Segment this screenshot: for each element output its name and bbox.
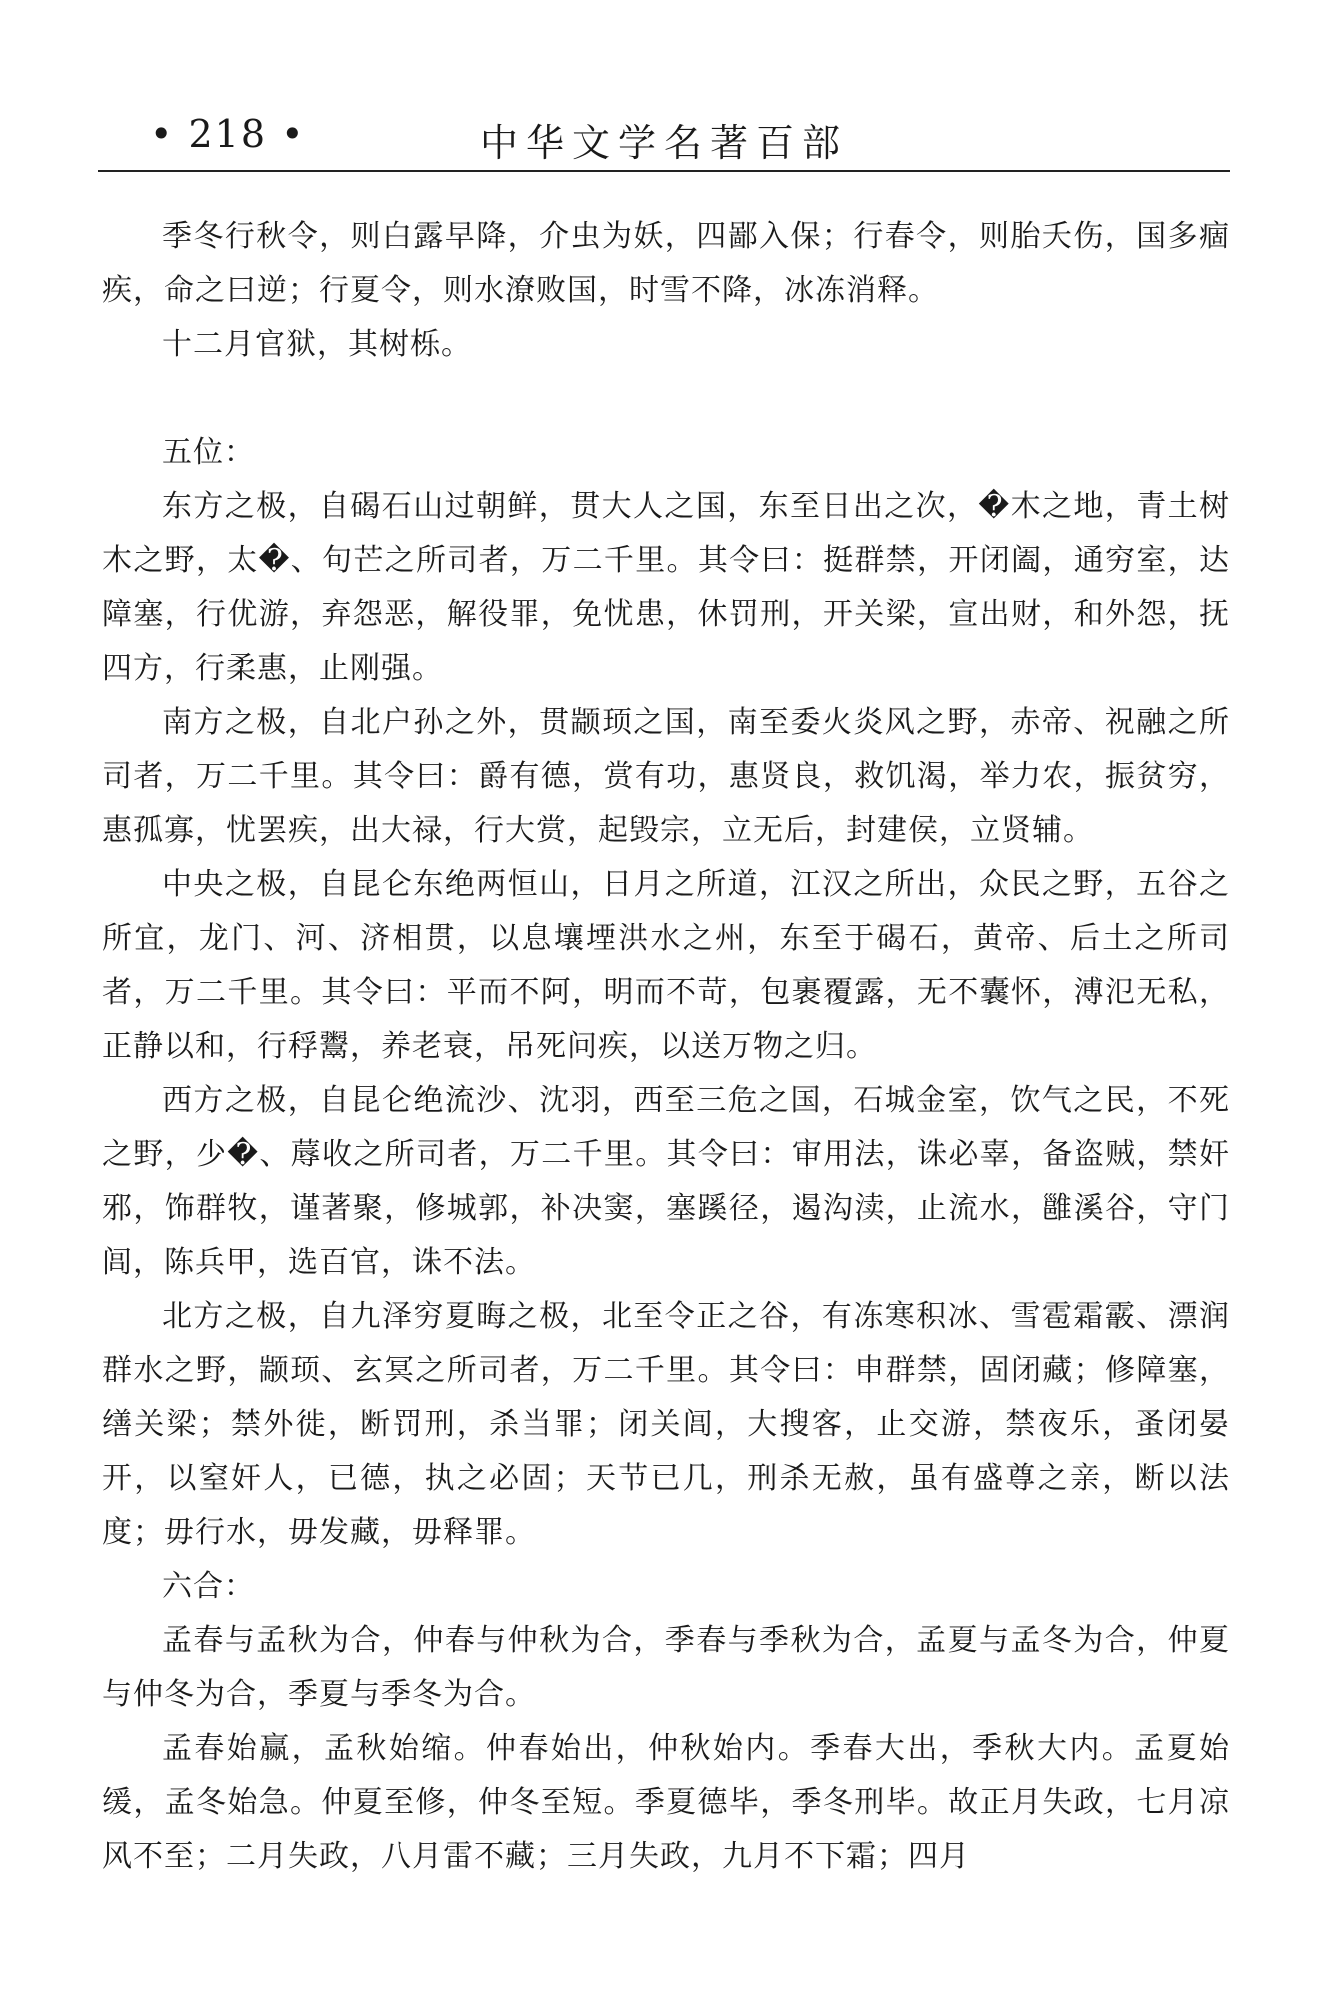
header-divider (98, 170, 1230, 172)
paragraph-liuhe-pairs: 孟春与孟秋为合，仲春与仲秋为合，季春与季秋为合，孟夏与孟冬为合，仲夏与仲冬为合，季夏与季冬为合。 (102, 1623, 1230, 1712)
paragraph-west: 西方之极，自昆仑绝流沙、沈羽，西至三危之国，石城金室，饮气之民，不死之野，少�、蓐收之所司者，万二千里。其令曰：审用法，诛必辜，备盗贼，禁奸邪，饰群牧，谨著聚，修城郭，补决窦，塞蹊径，遏沟渎，止流水，雝溪谷，守门闾，陈兵甲，选百官，诛不法。 (102, 1083, 1230, 1280)
page-header (98, 108, 1230, 168)
paragraph-center: 中央之极，自昆仑东绝两恒山，日月之所道，江汉之所出，众民之野，五谷之所宜，龙门、河、济相贯，以息壤堙洪水之州，东至于碣石，黄帝、后土之所司者，万二千里。其令曰：平而不阿，明而不苛，包裹覆露，无不囊怀，溥氾无私，正静以和，行稃鬻，养老衰，吊死问疾，以送万物之归。 (102, 867, 1230, 1064)
section-heading-wuwei: 五位： (162, 435, 255, 470)
section-spacer (102, 372, 1230, 426)
section-heading-liuhe: 六合： (162, 1569, 255, 1604)
book-title: 中华文学名著百部 (479, 121, 848, 165)
paragraph-east: 东方之极，自碣石山过朝鲜，贯大人之国，东至日出之次，�木之地，青土树木之野，太�、句芒之所司者，万二千里。其令曰：挺群禁，开闭阖，通穷室，达障塞，行优游，弃怨恶，解役罪，免忧患，休罚刑，开关梁，宣出财，和外怨，抚四方，行柔惠，止刚强。 (102, 489, 1230, 686)
paragraph-jidong: 季冬行秋令，则白露早降，介虫为妖，四鄙入保；行春令，则胎夭伤，国多痼疾，命之曰逆；行夏令，则水潦败国，时雪不降，冰冻消释。 (102, 219, 1230, 308)
paragraph-shieryue: 十二月官狱，其树栎。 (162, 327, 472, 362)
paragraph-liuhe-cycle: 孟春始赢，孟秋始缩。仲春始出，仲秋始内。季春大出，季秋大内。孟夏始缓，孟冬始急。仲夏至修，仲冬至短。季夏德毕，季冬刑毕。故正月失政，七月凉风不至；二月失政，八月雷不藏；三月失政，九月不下霜；四月 (102, 1731, 1230, 1874)
page-number: • 218 • (150, 112, 306, 156)
page-body (102, 210, 1230, 1884)
paragraph-south: 南方之极，自北户孙之外，贯颛顼之国，南至委火炎风之野，赤帝、祝融之所司者，万二千里。其令曰：爵有德，赏有功，惠贤良，救饥渴，举力农，振贫穷，惠孤寡，忧罢疾，出大禄，行大赏，起毁宗，立无后，封建侯，立贤辅。 (102, 705, 1230, 848)
paragraph-north: 北方之极，自九泽穷夏晦之极，北至令正之谷，有冻寒积冰、雪雹霜霰、漂润群水之野，颛顼、玄冥之所司者，万二千里。其令曰：申群禁，固闭藏；修障塞，缮关梁；禁外徙，断罚刑，杀当罪；闭关闾，大搜客，止交游，禁夜乐，蚤闭晏开，以窒奸人，已德，执之必固；天节已几，刑杀无赦，虽有盛尊之亲，断以法度；毋行水，毋发藏，毋释罪。 (102, 1299, 1230, 1550)
